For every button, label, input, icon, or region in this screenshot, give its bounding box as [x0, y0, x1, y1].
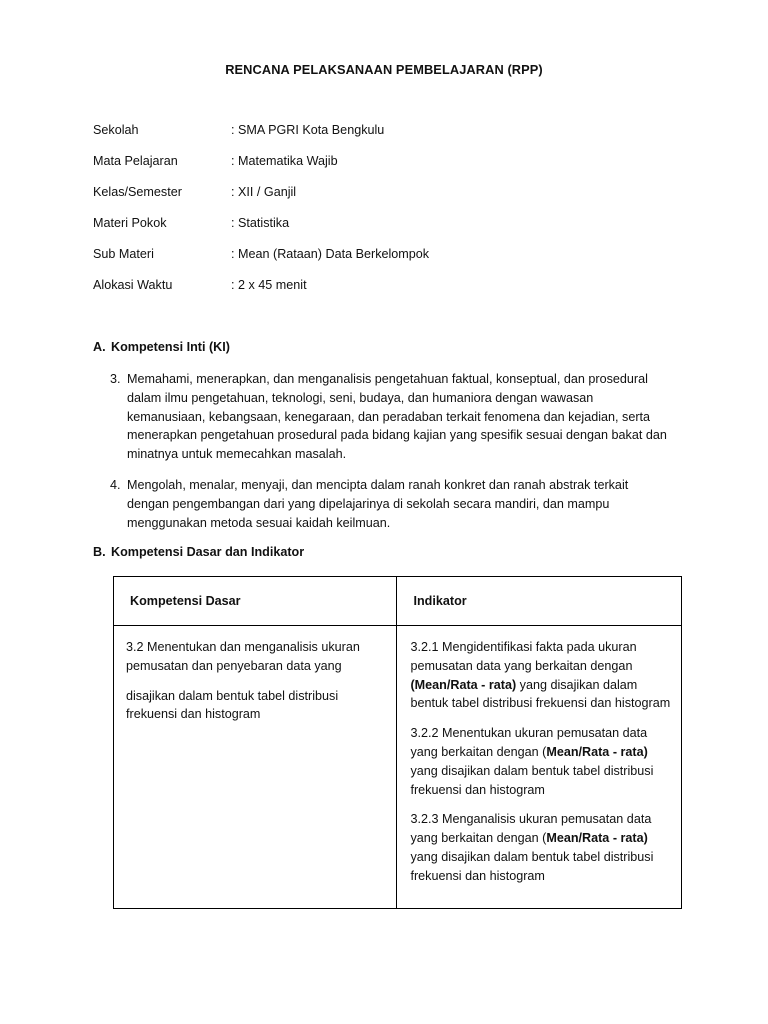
indicator-bold: (Mean/Rata - rata): [410, 677, 517, 692]
info-value: : XII / Ganjil: [231, 185, 297, 199]
table-row: [114, 626, 682, 909]
indicator-text: yang disajikan dalam bentuk tabel distribusi frekuensi dan histogram: [410, 763, 654, 797]
kd-cell: [114, 626, 397, 909]
header-label: Indikator: [413, 594, 467, 608]
info-value: : Matematika Wajib: [231, 154, 338, 168]
ki-text: Memahami, menerapkan, dan menganalisis pengetahuan faktual, konseptual, dan prosedural dalam ilmu pengetahuan, teknologi, seni, budaya, dan humaniora dengan wawasan kemanusiaan, kebangsaan, kenegaraan, dan peradaban terkait fenomena dan kejadian, serta menerapkan pengetahuan prosedural pada bidang kajian yang spesifik sesuai dengan bakat dan minatnya untuk memecahkan masalah.: [127, 372, 667, 462]
indicator-item: [410, 638, 673, 713]
indikator-cell: [397, 626, 682, 909]
info-label: Sub Materi: [93, 247, 154, 261]
ki-number: 3.: [110, 372, 121, 386]
indicator-text: 3.2.1 Mengidentifikasi fakta pada ukuran pemusatan data yang berkaitan dengan: [410, 640, 637, 673]
info-label: Kelas/Semester: [93, 185, 182, 199]
section-title: Kompetensi Dasar dan Indikator: [111, 545, 305, 559]
info-value: : SMA PGRI Kota Bengkulu: [231, 123, 385, 137]
ki-item-4: [110, 476, 670, 532]
kd-text: 3.2 Menentukan dan menganalisis ukuran pemusatan dan penyebaran data yang: [126, 640, 360, 673]
indicator-item: [410, 810, 673, 885]
header-label: Kompetensi Dasar: [130, 594, 241, 608]
info-value: : 2 x 45 menit: [231, 278, 307, 292]
page-title: RENCANA PELAKSANAAN PEMBELAJARAN (RPP): [225, 62, 543, 77]
indicator-text: 3.2.2 Menentukan ukuran pemusatan data yang berkaitan dengan (: [410, 726, 648, 759]
info-label: Mata Pelajaran: [93, 154, 178, 168]
section-title: Kompetensi Inti (KI): [111, 340, 230, 354]
kd-text-cont: disajikan dalam bentuk tabel distribusi frekuensi dan histogram: [126, 688, 339, 722]
table-header-row: [114, 577, 682, 626]
indicator-text: yang disajikan dalam bentuk tabel distribusi frekuensi dan histogram: [410, 677, 671, 711]
ki-item-3: [110, 370, 670, 464]
info-label: Alokasi Waktu: [93, 278, 173, 292]
info-value: : Statistika: [231, 216, 290, 230]
kompetensi-table: [113, 576, 682, 909]
section-a-heading: [93, 340, 230, 354]
section-letter: B.: [93, 545, 106, 559]
info-label: Sekolah: [93, 123, 139, 137]
indicator-item: [410, 724, 673, 799]
ki-number: 4.: [110, 478, 121, 492]
ki-text: Mengolah, menalar, menyaji, dan mencipta dalam ranah konkret dan ranah abstrak terkait dengan pengembangan dari yang dipelajarinya di sekolah secara mandiri, dan mampu menggunakan metoda sesuai kaidah keilmuan.: [127, 478, 629, 530]
section-b-heading: [93, 545, 304, 559]
indicator-text: yang disajikan dalam bentuk tabel distribusi frekuensi dan histogram: [410, 849, 654, 883]
section-letter: A.: [93, 340, 106, 354]
indicator-bold: Mean/Rata - rata): [546, 831, 648, 846]
table-header-indikator: [397, 577, 682, 626]
info-label: Materi Pokok: [93, 216, 167, 230]
indicator-text: 3.2.3 Menganalisis ukuran pemusatan data yang berkaitan dengan (: [410, 812, 652, 846]
table-header-kd: [114, 577, 397, 626]
indicator-bold: Mean/Rata - rata): [546, 744, 648, 759]
info-value: : Mean (Rataan) Data Berkelompok: [231, 247, 430, 261]
